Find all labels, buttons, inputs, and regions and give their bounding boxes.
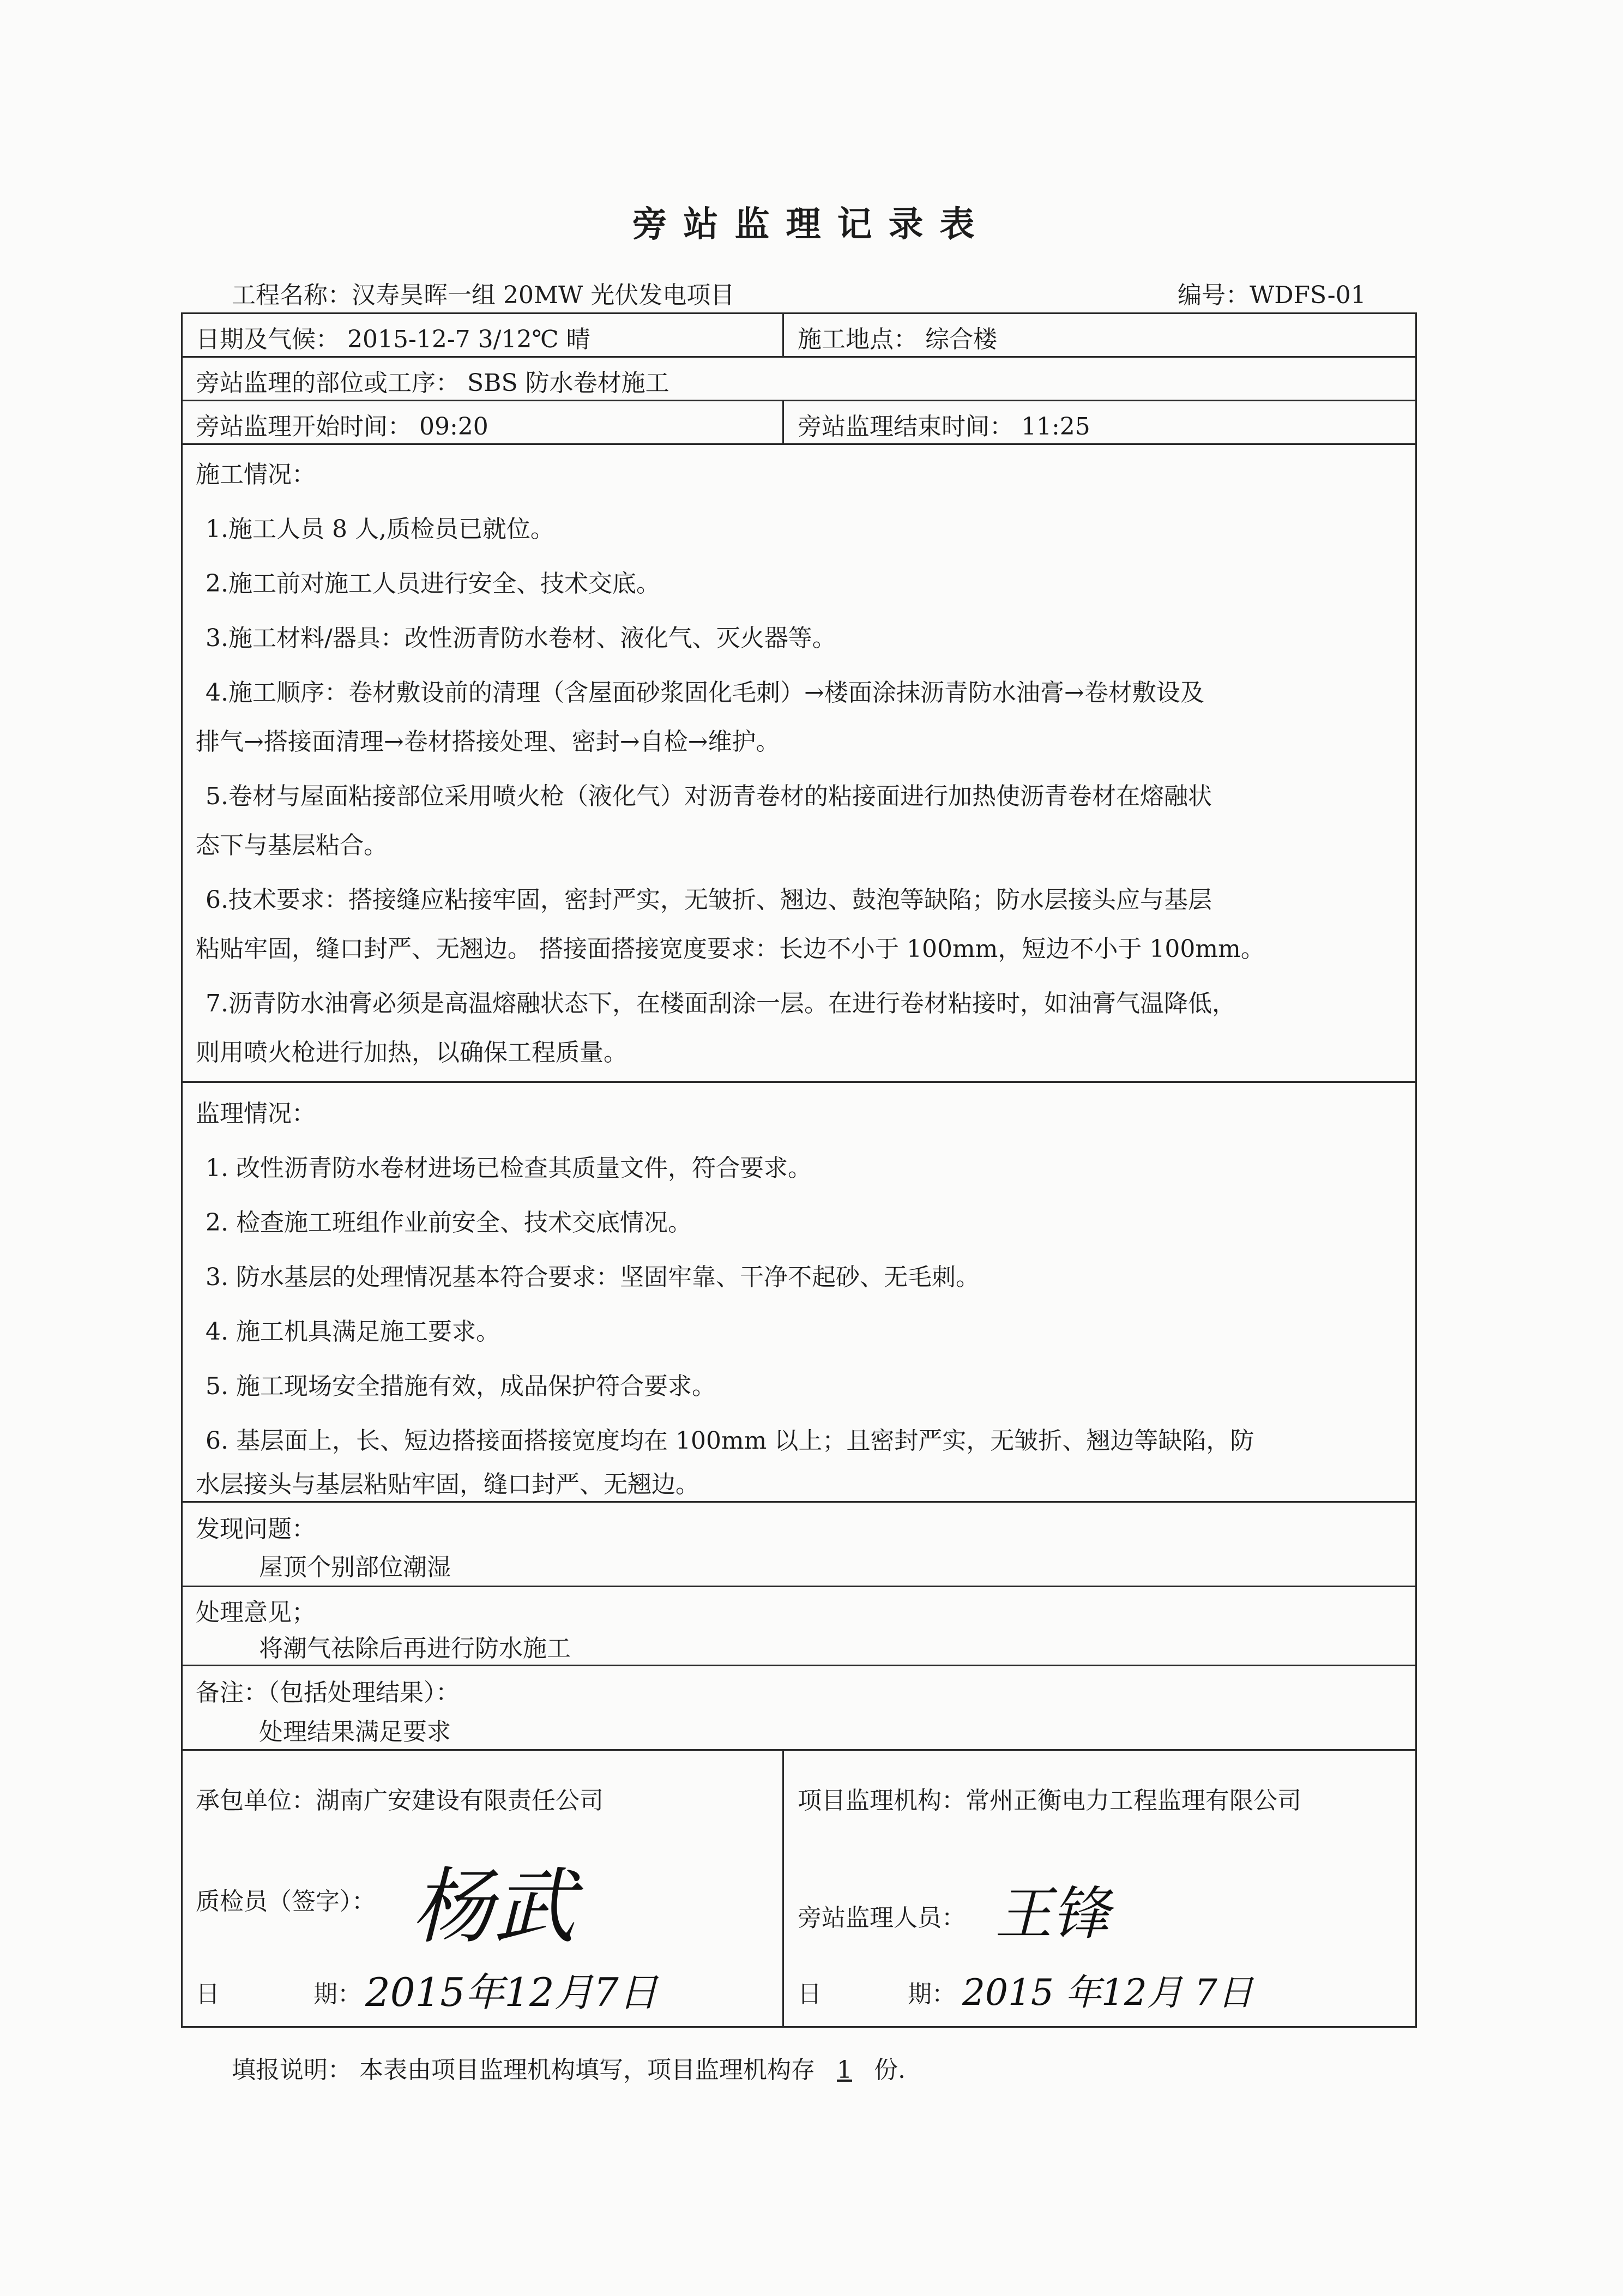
remarks-text: 处理结果满足要求 — [259, 1718, 451, 1746]
inspector-signature: 杨武 — [412, 1860, 576, 1955]
form-number: 编号：WDFS-01 — [1178, 281, 1366, 309]
construction-line: 1.施工人员 8 人,质检员已就位。 — [206, 515, 554, 543]
divider — [782, 314, 784, 358]
divider — [782, 401, 784, 445]
copies-count: 1 — [836, 2056, 852, 2084]
divider — [782, 1751, 784, 2026]
filling-note-prefix: 填报说明： 本表由项目监理机构填写，项目监理机构存 — [232, 2056, 815, 2084]
section-construction — [183, 445, 1415, 1083]
construction-line: 态下与基层粘合。 — [196, 831, 388, 859]
construction-location: 施工地点： 综合楼 — [798, 326, 997, 353]
construction-line: 则用喷火枪进行加热，以确保工程质量。 — [196, 1039, 628, 1066]
supervision-line: 2. 检查施工班组作业前安全、技术交底情况。 — [206, 1209, 692, 1237]
section-remarks — [183, 1666, 1415, 1751]
row-times — [183, 401, 1415, 445]
contractor-unit: 承包单位：湖南广安建设有限责任公司 — [196, 1787, 604, 1815]
right-date-label: 日 — [798, 1980, 822, 2008]
date-weather: 日期及气候： 2015-12-7 3/12℃ 晴 — [196, 326, 590, 353]
left-date-label: 日 — [196, 1980, 220, 2008]
right-date-label-2: 期： — [908, 1980, 956, 2008]
start-time: 旁站监理开始时间： 09:20 — [196, 413, 488, 441]
supervision-heading: 监理情况： — [196, 1100, 316, 1128]
filling-note-suffix: 份. — [873, 2056, 906, 2084]
supervision-org: 项目监理机构：常州正衡电力工程监理有限公司 — [798, 1787, 1301, 1815]
inspector-label: 质检员（签字）： — [196, 1888, 376, 1915]
construction-line: 粘贴牢固，缝口封严、无翘边。 搭接面搭接宽度要求：长边不小于 100mm，短边不小于 100mm。 — [196, 935, 1265, 963]
right-date-value: 2015 年12月 7日 — [962, 1972, 1253, 2014]
issues-text: 屋顶个别部位潮湿 — [259, 1553, 451, 1581]
construction-heading: 施工情况： — [196, 461, 316, 489]
construction-line: 2.施工前对施工人员进行安全、技术交底。 — [206, 570, 660, 598]
supervision-line: 5. 施工现场安全措施有效，成品保护符合要求。 — [206, 1372, 716, 1400]
section-signoff — [183, 1751, 1415, 2026]
construction-line: 7.沥青防水油膏必须是高温熔融状态下，在楼面刮涂一层。在进行卷材粘接时，如油膏气温降低， — [206, 990, 1236, 1017]
construction-line: 3.施工材料/器具：改性沥青防水卷材、液化气、灭火器等。 — [206, 624, 836, 652]
supervision-line: 6. 基层面上，长、短边搭接面搭接宽度均在 100mm 以上；且密封严实，无皱折、翘边等缺陷，防 — [206, 1427, 1254, 1455]
supervisor-signature: 王锋 — [995, 1881, 1110, 1947]
construction-line: 6.技术要求：搭接缝应粘接牢固，密封严实，无皱折、翘边、鼓泡等缺陷；防水层接头应与基层 — [206, 886, 1212, 914]
supervisor-label: 旁站监理人员： — [798, 1904, 966, 1932]
handling-heading: 处理意见； — [196, 1599, 316, 1626]
form-title: 旁站监理记录表 — [632, 204, 991, 245]
part-process: 旁站监理的部位或工序： SBS 防水卷材施工 — [196, 369, 669, 397]
construction-line: 5.卷材与屋面粘接部位采用喷火枪（液化气）对沥青卷材的粘接面进行加热使沥青卷材在熔融状 — [206, 782, 1212, 810]
row-part-process — [183, 358, 1415, 401]
supervision-line: 1. 改性沥青防水卷材进场已检查其质量文件，符合要求。 — [206, 1154, 812, 1182]
record-form — [181, 312, 1417, 2028]
left-date-label-2: 期： — [313, 1980, 361, 2008]
construction-line: 4.施工顺序：卷材敷设前的清理（含屋面砂浆固化毛刺）→楼面涂抹沥青防水油膏→卷材敷设及 — [206, 679, 1204, 707]
issues-heading: 发现问题： — [196, 1515, 316, 1543]
left-date-value: 2015年12月7日 — [365, 1969, 658, 2015]
handling-text: 将潮气祛除后再进行防水施工 — [259, 1635, 571, 1662]
construction-line: 排气→搭接面清理→卷材搭接处理、密封→自检→维护。 — [196, 728, 780, 756]
end-time: 旁站监理结束时间： 11:25 — [798, 413, 1090, 441]
row-date-location — [183, 314, 1415, 358]
supervision-line: 水层接头与基层粘贴牢固，缝口封严、无翘边。 — [196, 1471, 699, 1498]
supervision-line: 4. 施工机具满足施工要求。 — [206, 1318, 500, 1346]
remarks-heading: 备注：（包括处理结果）： — [196, 1679, 460, 1707]
project-name: 工程名称：汉寿昊晖一组 20MW 光伏发电项目 — [232, 281, 735, 309]
section-supervision — [183, 1083, 1415, 1503]
filling-note — [232, 2050, 906, 2085]
section-handling — [183, 1587, 1415, 1666]
section-issues — [183, 1503, 1415, 1587]
supervision-line: 3. 防水基层的处理情况基本符合要求：坚固牢靠、干净不起砂、无毛刺。 — [206, 1263, 980, 1291]
